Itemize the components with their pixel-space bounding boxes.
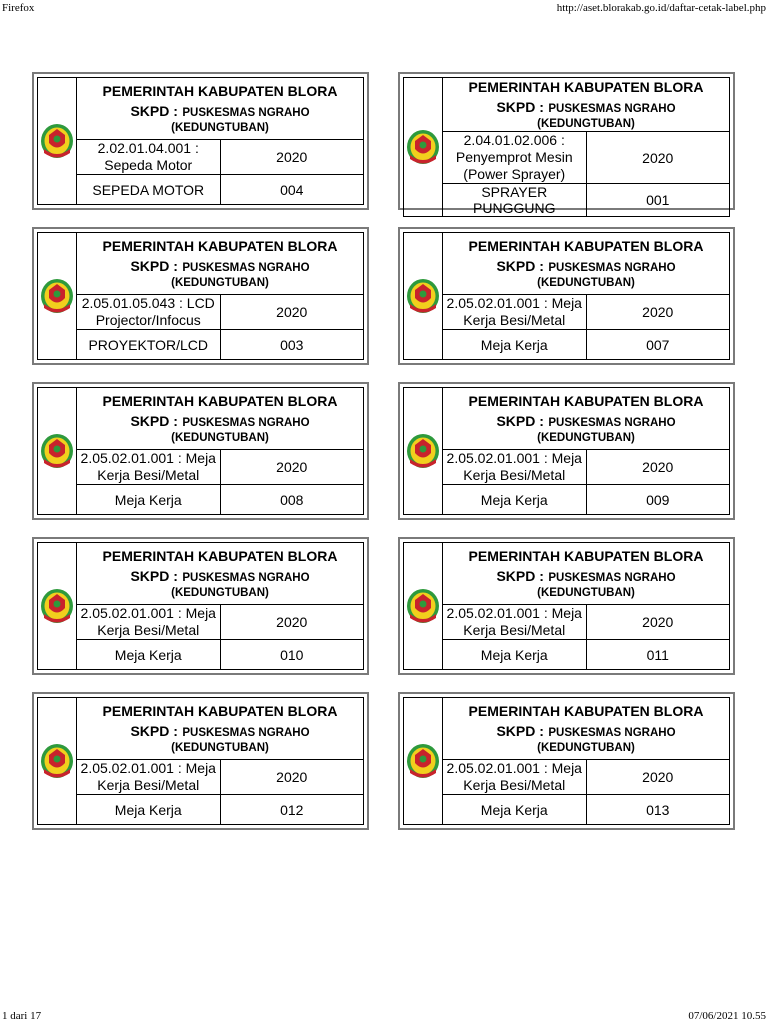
asset-code: 2.05.02.01.001 : Meja Kerja Besi/Metal: [77, 450, 221, 485]
asset-number: 003: [220, 330, 364, 360]
skpd-line: [77, 104, 363, 121]
asset-code: 2.04.01.02.006 : Penyemprot Mesin (Power Sprayer): [443, 132, 587, 184]
asset-name: SEPEDA MOTOR: [77, 175, 221, 205]
logo-cell: [404, 543, 443, 670]
asset-code: 2.05.02.01.001 : Meja Kerja Besi/Metal: [77, 605, 221, 640]
asset-code: 2.05.02.01.001 : Meja Kerja Besi/Metal: [443, 295, 587, 330]
label-table: [37, 77, 364, 205]
skpd-name: PUSKESMAS NGRAHO: [548, 727, 676, 739]
regency-emblem-icon: [40, 742, 74, 780]
asset-year: 2020: [220, 450, 364, 485]
label-header: [443, 543, 730, 605]
asset-code: 2.05.02.01.001 : Meja Kerja Besi/Metal: [443, 760, 587, 795]
skpd-district: (KEDUNGTUBAN): [171, 432, 269, 444]
print-header: [0, 0, 768, 16]
skpd-district: (KEDUNGTUBAN): [537, 587, 635, 599]
asset-label: [398, 537, 735, 675]
government-title: PEMERINTAH KABUPATEN BLORA: [102, 393, 338, 409]
regency-emblem-icon: [406, 742, 440, 780]
asset-code: 2.05.01.05.043 : LCD Projector/Infocus: [77, 295, 221, 330]
label-table: [37, 697, 364, 825]
label-header: [77, 233, 364, 295]
asset-code: 2.05.02.01.001 : Meja Kerja Besi/Metal: [443, 450, 587, 485]
asset-year: 2020: [586, 760, 730, 795]
skpd-key: SKPD :: [130, 103, 178, 119]
asset-year: 2020: [220, 140, 364, 175]
skpd-district: (KEDUNGTUBAN): [171, 742, 269, 754]
skpd-district: (KEDUNGTUBAN): [171, 277, 269, 289]
label-table: [403, 77, 730, 217]
skpd-district: (KEDUNGTUBAN): [537, 742, 635, 754]
skpd-name: PUSKESMAS NGRAHO: [548, 572, 676, 584]
skpd-district: (KEDUNGTUBAN): [171, 587, 269, 599]
skpd-district: (KEDUNGTUBAN): [537, 277, 635, 289]
logo-cell: [404, 78, 443, 217]
skpd-key: SKPD :: [496, 99, 544, 115]
asset-year: 2020: [586, 450, 730, 485]
asset-label: [32, 692, 369, 830]
asset-name: Meja Kerja: [77, 795, 221, 825]
skpd-name: PUSKESMAS NGRAHO: [548, 262, 676, 274]
asset-code: 2.05.02.01.001 : Meja Kerja Besi/Metal: [77, 760, 221, 795]
label-header: [77, 543, 364, 605]
label-header: [443, 698, 730, 760]
label-grid: [32, 72, 735, 830]
skpd-line: [443, 414, 729, 431]
logo-cell: [38, 233, 77, 360]
skpd-name: PUSKESMAS NGRAHO: [182, 417, 310, 429]
skpd-district: (KEDUNGTUBAN): [171, 122, 269, 134]
asset-code: 2.05.02.01.001 : Meja Kerja Besi/Metal: [443, 605, 587, 640]
skpd-line: [77, 724, 363, 741]
skpd-line: [443, 569, 729, 586]
print-datetime: 07/06/2021 10.55: [688, 1010, 766, 1022]
asset-year: 2020: [586, 605, 730, 640]
asset-number: 012: [220, 795, 364, 825]
government-title: PEMERINTAH KABUPATEN BLORA: [468, 548, 704, 564]
label-table: [37, 542, 364, 670]
asset-name: Meja Kerja: [443, 640, 587, 670]
skpd-district: (KEDUNGTUBAN): [537, 432, 635, 444]
skpd-line: [443, 259, 729, 276]
skpd-name: PUSKESMAS NGRAHO: [182, 262, 310, 274]
label-header: [77, 388, 364, 450]
government-title: PEMERINTAH KABUPATEN BLORA: [102, 548, 338, 564]
asset-label: [32, 72, 369, 210]
label-header: [443, 388, 730, 450]
label-table: [37, 232, 364, 360]
skpd-key: SKPD :: [496, 413, 544, 429]
government-title: PEMERINTAH KABUPATEN BLORA: [102, 703, 338, 719]
regency-emblem-icon: [40, 122, 74, 160]
regency-emblem-icon: [40, 432, 74, 470]
skpd-key: SKPD :: [496, 568, 544, 584]
skpd-name: PUSKESMAS NGRAHO: [182, 107, 310, 119]
asset-year: 2020: [586, 295, 730, 330]
label-table: [403, 232, 730, 360]
government-title: PEMERINTAH KABUPATEN BLORA: [102, 83, 338, 99]
asset-number: 011: [586, 640, 730, 670]
skpd-key: SKPD :: [496, 258, 544, 274]
label-header: [77, 78, 364, 140]
skpd-key: SKPD :: [130, 568, 178, 584]
regency-emblem-icon: [406, 587, 440, 625]
regency-emblem-icon: [406, 432, 440, 470]
asset-label: [398, 692, 735, 830]
logo-cell: [404, 233, 443, 360]
skpd-name: PUSKESMAS NGRAHO: [548, 417, 676, 429]
government-title: PEMERINTAH KABUPATEN BLORA: [468, 393, 704, 409]
asset-year: 2020: [220, 605, 364, 640]
asset-code: 2.02.01.04.001 : Sepeda Motor: [77, 140, 221, 175]
asset-year: 2020: [586, 132, 730, 184]
label-table: [37, 387, 364, 515]
asset-number: 007: [586, 330, 730, 360]
government-title: PEMERINTAH KABUPATEN BLORA: [468, 79, 704, 95]
skpd-name: PUSKESMAS NGRAHO: [182, 727, 310, 739]
skpd-line: [443, 100, 729, 117]
skpd-line: [77, 259, 363, 276]
asset-label: [398, 227, 735, 365]
skpd-line: [77, 569, 363, 586]
regency-emblem-icon: [406, 277, 440, 315]
asset-name: PROYEKTOR/LCD: [77, 330, 221, 360]
label-header: [443, 233, 730, 295]
skpd-name: PUSKESMAS NGRAHO: [182, 572, 310, 584]
skpd-district: (KEDUNGTUBAN): [537, 118, 635, 130]
asset-number: 004: [220, 175, 364, 205]
asset-year: 2020: [220, 295, 364, 330]
asset-number: 009: [586, 485, 730, 515]
asset-number: 010: [220, 640, 364, 670]
skpd-line: [77, 414, 363, 431]
browser-name: Firefox: [2, 2, 35, 14]
print-footer: [0, 1008, 768, 1024]
logo-cell: [38, 388, 77, 515]
logo-cell: [38, 78, 77, 205]
logo-cell: [38, 543, 77, 670]
skpd-key: SKPD :: [130, 413, 178, 429]
regency-emblem-icon: [40, 587, 74, 625]
government-title: PEMERINTAH KABUPATEN BLORA: [468, 703, 704, 719]
asset-number: 001: [586, 184, 730, 217]
asset-label: [398, 382, 735, 520]
asset-label: [398, 72, 735, 216]
asset-number: 013: [586, 795, 730, 825]
asset-name: Meja Kerja: [77, 640, 221, 670]
regency-emblem-icon: [406, 128, 440, 166]
regency-emblem-icon: [40, 277, 74, 315]
asset-name: Meja Kerja: [443, 330, 587, 360]
logo-cell: [38, 698, 77, 825]
asset-year: 2020: [220, 760, 364, 795]
label-table: [403, 387, 730, 515]
label-header: [443, 78, 730, 132]
skpd-key: SKPD :: [496, 723, 544, 739]
page-indicator: 1 dari 17: [2, 1010, 42, 1022]
skpd-key: SKPD :: [130, 723, 178, 739]
logo-cell: [404, 698, 443, 825]
asset-name: Meja Kerja: [443, 795, 587, 825]
asset-label: [32, 537, 369, 675]
skpd-key: SKPD :: [130, 258, 178, 274]
asset-name: SPRAYER PUNGGUNG: [443, 184, 587, 217]
skpd-name: PUSKESMAS NGRAHO: [548, 103, 676, 115]
page-url: http://aset.blorakab.go.id/daftar-cetak-label.php: [556, 2, 766, 14]
label-table: [403, 697, 730, 825]
logo-cell: [404, 388, 443, 515]
asset-label: [32, 227, 369, 365]
asset-name: Meja Kerja: [77, 485, 221, 515]
government-title: PEMERINTAH KABUPATEN BLORA: [102, 238, 338, 254]
asset-name: Meja Kerja: [443, 485, 587, 515]
label-table: [403, 542, 730, 670]
government-title: PEMERINTAH KABUPATEN BLORA: [468, 238, 704, 254]
asset-label: [32, 382, 369, 520]
asset-number: 008: [220, 485, 364, 515]
skpd-line: [443, 724, 729, 741]
label-header: [77, 698, 364, 760]
